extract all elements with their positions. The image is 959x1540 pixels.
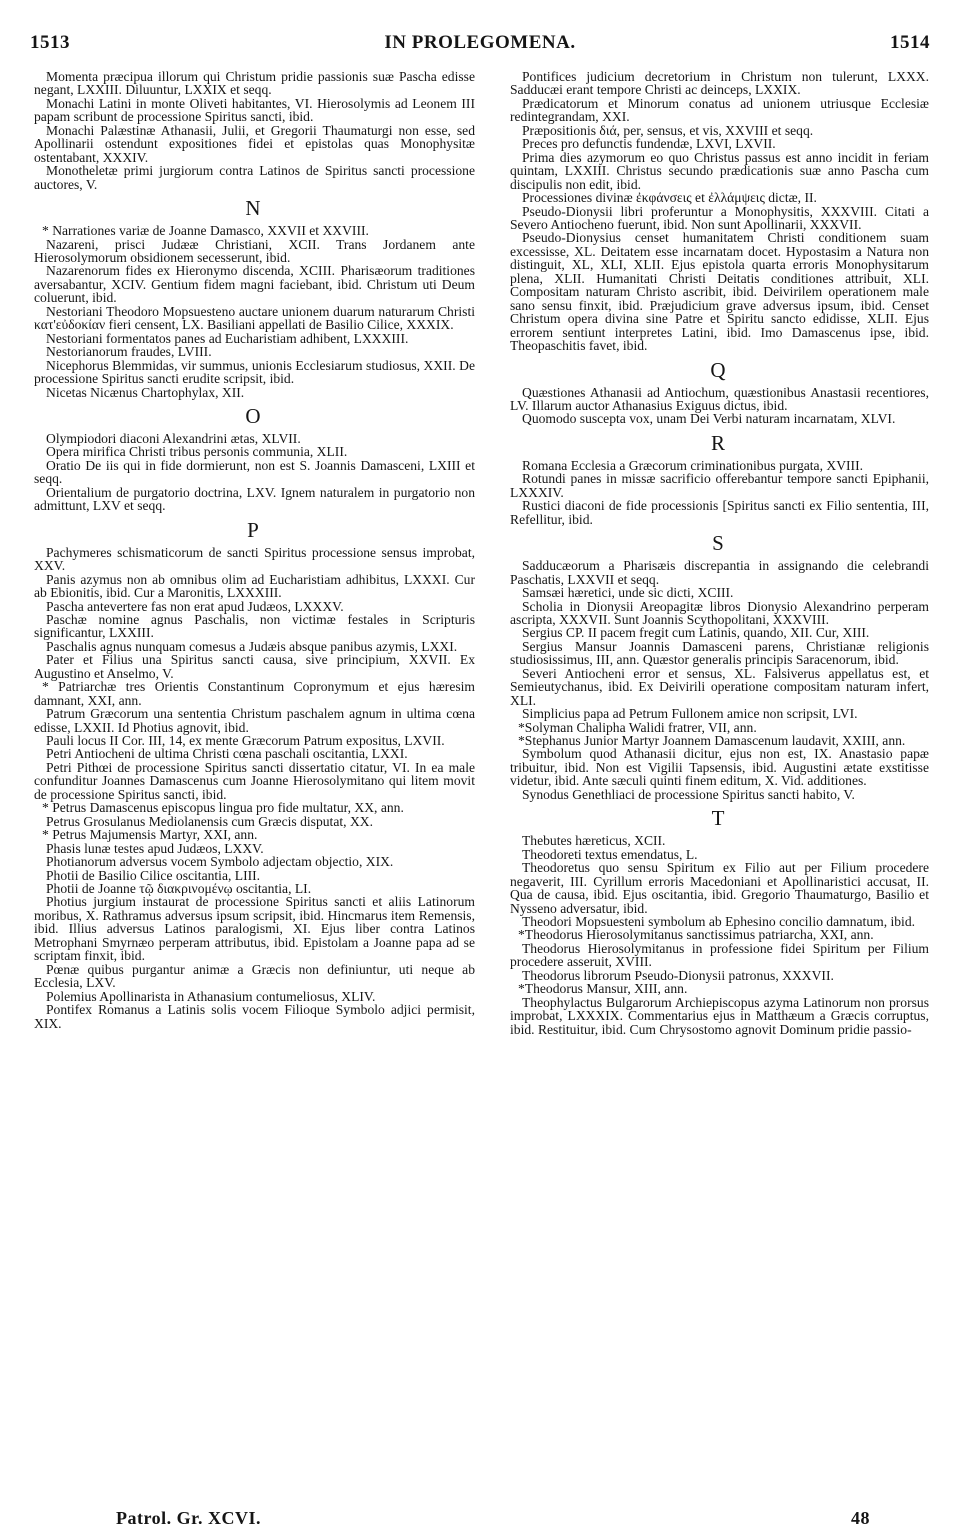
- index-entry: Petri Pithœi de processione Spiritus sancti dissertatio citatur, VI. In ea male confunditur Joannes Damascenus cum Joanne Hierosolymitano qui litem movit de processione Spiritus sancti, ibid.: [34, 759, 475, 802]
- section-letter: P: [247, 517, 259, 542]
- sheet-number: 48: [851, 1508, 870, 1528]
- index-entry: Theodorus Hierosolymitanus in professione fidei Spiritum per Filium procedere asseruit, XVIII.: [510, 940, 929, 970]
- index-entry: Romana Ecclesia a Græcorum criminationibus purgata, XVIII.: [522, 457, 863, 473]
- index-entry: Simplicius papa ad Petrum Fullonem amice non scripsit, LVI.: [522, 706, 858, 722]
- index-entry: Samsæi hæretici, unde sic dicti, XCIII.: [522, 585, 734, 601]
- index-entry: Orientalium de purgatorio doctrina, LXV. Ignem naturalem in purgatorio non admittunt, LXV et seqq.: [34, 484, 475, 514]
- right-index-column: [507, 70, 929, 1506]
- index-entry: Photianorum adversus vocem Symbolo adjectam objectio, XIX.: [46, 854, 394, 870]
- index-entry: Panis azymus non ab omnibus olim ad Eucharistiam adhibitus, LXXXI. Cur ab Ebionitis, ibid. Cur a Maronitis, LXXXIII.: [34, 571, 475, 601]
- index-entry: * Petrus Damascenus episcopus lingua pro fide multatur, XX, ann.: [42, 800, 404, 816]
- section-letter: O: [245, 403, 261, 428]
- section-letter: T: [711, 806, 725, 831]
- index-entry: Prædicatorum et Minorum conatus ad unionem utriusque Ecclesiæ redintegrandam, XXI.: [510, 95, 929, 125]
- section-letter: Q: [710, 357, 726, 382]
- index-entry: Pontifices judicium decretorium in Christum non tulerunt, LXXX. Sadducæi erant tempore Christi ac deinceps, LXXIX.: [510, 70, 929, 98]
- index-entry: Photii de Joanne τῷ διακρινομένῳ oscitantia, LI.: [46, 881, 312, 897]
- section-letter: N: [245, 196, 261, 221]
- index-entry: Nazareni, prisci Judææ Christiani, XCII. Trans Jordanem ante Hierosolymorum obsidionem secesserunt, ibid.: [34, 236, 475, 265]
- index-entry: Scholia in Dionysii Areopagitæ libros Dionysio Alexandrino perperam ascripta, XXXVII. Sunt Joannis Scythopolitani, XXXVIII.: [510, 598, 929, 627]
- index-entry: Præpositionis διά, per, sensus, et vis, XXVIII et seqq.: [522, 122, 814, 138]
- index-entry: Momenta præcipua illorum qui Christum pridie passionis suæ Pascha edisse negant, LXXIII. Diluuntur, LXXIX et seqq.: [34, 70, 475, 98]
- series-signature: Patrol. Gr. XCVI.: [116, 1508, 261, 1528]
- left-index-column: [31, 70, 475, 1506]
- index-entry: Phasis lunæ testes apud Judæos, LXXV.: [46, 840, 264, 856]
- index-entry: Nestorianorum fraudes, LVIII.: [46, 344, 212, 360]
- index-entry: Polemius Apollinarista in Athanasium contumeliosus, XLIV.: [46, 988, 376, 1004]
- running-title: IN PROLEGOMENA.: [384, 32, 576, 53]
- index-entry: Prima dies azymorum eo quo Christus passus est anno incidit in feriam quintam, LXXIII. Christus secundo prædicationis suæ anno Pascha cum discipulis non edit, ibid.: [510, 149, 929, 192]
- index-entry: Rotundi panes in missæ sacrificio offerebantur tempore sancti Epiphanii, LXXXIV.: [510, 471, 929, 500]
- index-entry: Synodus Genethliaci de processione Spiritus sancti habito, V.: [522, 786, 855, 802]
- index-entry: *Stephanus Junior Martyr Joannem Damascenum laudavit, XXIII, ann.: [518, 733, 906, 749]
- index-entry: Pater et Filius una Spiritus sancti causa, sive principium, XXVII. Ex Augustino et Anselmo, V.: [34, 652, 475, 681]
- index-entry: * Petrus Majumensis Martyr, XXI, ann.: [42, 827, 258, 843]
- index-entry: Theodoretus quo sensu Spiritum ex Filio aut per Filium procedere negaverit, III. Cyrillum erroris Macedoniani et Apollinaristici accusat, II. Qua de causa, ibid. Ejus oscitantia, ibid. Gregorio Thaumaturgo, Basilio et Nysseno adversatur, ibid.: [510, 860, 929, 916]
- index-entry: Theodoreti textus emendatus, L.: [522, 846, 698, 862]
- index-entry: Theophylactus Bulgarorum Archiepiscopus azyma Latinorum non prorsus improbat, LXXXIX. Commentarius ejus in Matthæum a Græcis corruptus, ibid. Restituitur, ibid. Cum Chrysostomo agnovit Dominum pridie passio-: [510, 994, 929, 1037]
- section-letter: R: [710, 430, 725, 455]
- index-entry: Nicephorus Blemmidas, vir summus, unionis Ecclesiarum studiosus, XXII. De processione Spiritus sancti erudite scripsit, ibid.: [34, 357, 475, 387]
- index-entry: Pseudo-Dionysii libri proferuntur a Monophysitis, XXXVIII. Citati a Severo Antiocheno fuerunt, ibid. Non sunt Apollinarii, XXXVII.: [510, 203, 929, 232]
- index-entry: Paschæ nomine agnus Paschalis, non victimæ festales in Scripturis significantur, LXXIII.: [34, 611, 475, 641]
- index-entry: Processiones divinæ ἐκφάνσεις et ἐλλάμψεις dictæ, II.: [522, 190, 817, 206]
- page-footer: [30, 1508, 930, 1530]
- index-entry: Nestoriani Theodoro Mopsuesteno auctare unionem duarum naturarum Christi κατ'εὐδοκίαν fieri censent, LX. Basiliani appellati de Basilio Cilice, XXXIX.: [34, 303, 475, 333]
- index-entry: Sergius CP. II pacem fregit cum Latinis, quando, XII. Cur, XIII.: [522, 625, 870, 641]
- index-entry: Petrus Grosulanus Mediolanensis cum Græcis disputat, XX.: [46, 813, 373, 829]
- index-entry: Symbolum quod Athanasii dicitur, ejus non est, IX. Anastasio papæ tribuitur, ibid. Non est Vigilii Tapsensis, ibid. Augustini ætate exstitisse videtur, ibid. Ante sæculi quinti finem editum, X. Vid. additiones.: [510, 746, 929, 789]
- index-entry: Monotheletæ primi jurgiorum contra Latinos de Spiritus sancti processione auctores, V.: [34, 163, 475, 192]
- index-entry: Photius jurgium instaurat de processione Spiritus sancti et aliis Latinorum moribus, X. Rathramus adversus ipsum scripsit, ibid. Hincmarus item Remensis, ibid. Illius adversus Latinos paralogismi, XI. Ejus liber contra Latinos Metrophani Smyrnæo perperam attributus, ibid. Epistolam a Joanne papa ad se scriptam finxit, ibid.: [34, 894, 475, 964]
- index-entry: Nicetas Nicænus Chartophylax, XII.: [46, 384, 245, 400]
- index-entry: Preces pro defunctis fundendæ, LXVI, LXVII.: [522, 136, 776, 152]
- page-header: [30, 32, 930, 56]
- index-entry: Pascha antevertere fas non erat apud Judæos, LXXXV.: [46, 598, 344, 614]
- index-entry: Thebutes hæreticus, XCII.: [522, 833, 666, 849]
- index-entry: *Solyman Chalipha Walidi fratrer, VII, ann.: [518, 719, 757, 735]
- index-entry: Theodorus librorum Pseudo-Dionysii patronus, XXXVII.: [522, 967, 834, 983]
- index-entry: Quomodo suscepta vox, unam Dei Verbi naturam incarnatam, XLVI.: [522, 411, 896, 427]
- index-entry: Monachi Palæstinæ Athanasii, Julii, et Gregorii Thaumaturgi non esse, sed Apollinarii ostendunt expositiones fidei et epistolas quas Monophysitæ ostentabant, XXXIV.: [34, 122, 475, 165]
- index-entry: Olympiodori diaconi Alexandrini ætas, XLVII.: [46, 430, 301, 446]
- section-letter: S: [712, 531, 724, 556]
- index-entry: Sergius Mansur Joannis Damasceni parens, Christianæ religionis studiosissimus, III, ann. Quæstor generalis principis Saracenorum, ibid.: [510, 638, 929, 668]
- right-column-number: 1514: [890, 32, 930, 53]
- index-entry: *Theodorus Hierosolymitanus sanctissimus patriarcha, XXI, ann.: [518, 927, 874, 943]
- index-entry: Patrum Græcorum una sententia Christum paschalem agnum in ultima cœna edisse, LXXII. Id Photius agnovit, ibid.: [34, 706, 475, 735]
- index-entry: Opera mirifica Christi tribus personis communia, XLII.: [46, 444, 348, 460]
- index-entry: Sadducæorum a Pharisæis discrepantia in assignando die celebrandi Paschatis, LXXVII et seqq.: [510, 558, 929, 587]
- index-entry: Photii de Basilio Cilice oscitantia, LIII.: [46, 867, 261, 883]
- index-entry: Theodori Mopsuesteni symbolum ab Ephesino concilio damnatum, ibid.: [522, 914, 916, 930]
- index-entry: Rustici diaconi de fide processionis [Spiritus sancti ex Filio sententia, III, Refellitur, ibid.: [510, 498, 929, 527]
- index-entry: * Patriarchæ tres Orientis Constantinum Copronymum et ejus hæresim damnant, XXI, ann.: [34, 679, 475, 708]
- index-entry: Severi Antiocheni error et sensus, XL. Falsiverus appellatus est, et Semieutychanus, ibid. Ex Deivirili operatione compositam naturam infert, XLI.: [510, 665, 929, 708]
- index-entry: Nestoriani formentatos panes ad Eucharistiam adhibent, LXXXIII.: [46, 330, 409, 346]
- index-entry: Pontifex Romanus a Latinis solis vocem Filioque Symbolo adjici permisit, XIX.: [34, 1002, 475, 1031]
- index-entry: Nazarenorum fides ex Hieronymo discenda, XCIII. Pharisæorum traditiones aversabantur, XCIV. Gentium fidem magni faciebant, ibid. Christum uti Deum coluerunt, ibid.: [34, 263, 475, 306]
- index-entry: Pachymeres schismaticorum de sancti Spiritus processione sensus improbat, XXV.: [34, 544, 475, 574]
- index-entry: Quæstiones Athanasii ad Antiochum, quæstionibus Anastasii recentiores, LV. Illarum auctor Athanasius Exiguus dictus, ibid.: [510, 384, 929, 413]
- index-entry: Paschalis agnus nunquam comesus a Judæis absque panibus azymis, LXXI.: [46, 638, 458, 654]
- index-entry: *Theodorus Mansur, XIII, ann.: [518, 981, 688, 997]
- left-column-number: 1513: [30, 32, 70, 53]
- index-entry: Pseudo-Dionysius censet humanitatem Christi conditionem suam excessisse, XL. Deitatem esse incarnatam docet. Hypostasim a Natura non distinguit, XL, XLI, XLII. Ejus epistola quarta erroris Monophysitarum plena, XLII. Humanitati Christi Deitatis conditiones attribuit, XLI. Compositam naturam Christo ascribit, ibid. Deivirilem operationem male sano sensu finxit, ibid. Præjudicium grave adversus ipsum, ibid. Censet Christum opera divina sine Patre et Spiritu sancto edidisse, XLII. Ejus errorem sentiunt interpretes Latini, ibid. Imo Damascenus ipse, ibid. Theopaschitis favet, ibid.: [510, 230, 929, 354]
- index-entry: Pauli locus II Cor. III, 14, ex mente Græcorum Patrum expositus, LXVII.: [46, 733, 445, 749]
- index-entry: Oratio De iis qui in fide dormierunt, non est S. Joannis Damasceni, LXIII et seqq.: [34, 457, 475, 487]
- index-entry: Monachi Latini in monte Oliveti habitantes, VI. Hierosolymis ad Leonem III papam scribunt de processione Spiritus sancti, ibid.: [34, 95, 475, 125]
- index-entry: Petri Antiocheni de ultima Christi cœna paschali oscitantia, LXXI.: [46, 746, 408, 762]
- index-entry: * Narrationes variæ de Joanne Damasco, XXVII et XXVIII.: [42, 223, 369, 239]
- index-entry: Pœnæ quibus purgantur animæ a Græcis non definiuntur, uti neque ab Ecclesia, LXV.: [34, 961, 475, 991]
